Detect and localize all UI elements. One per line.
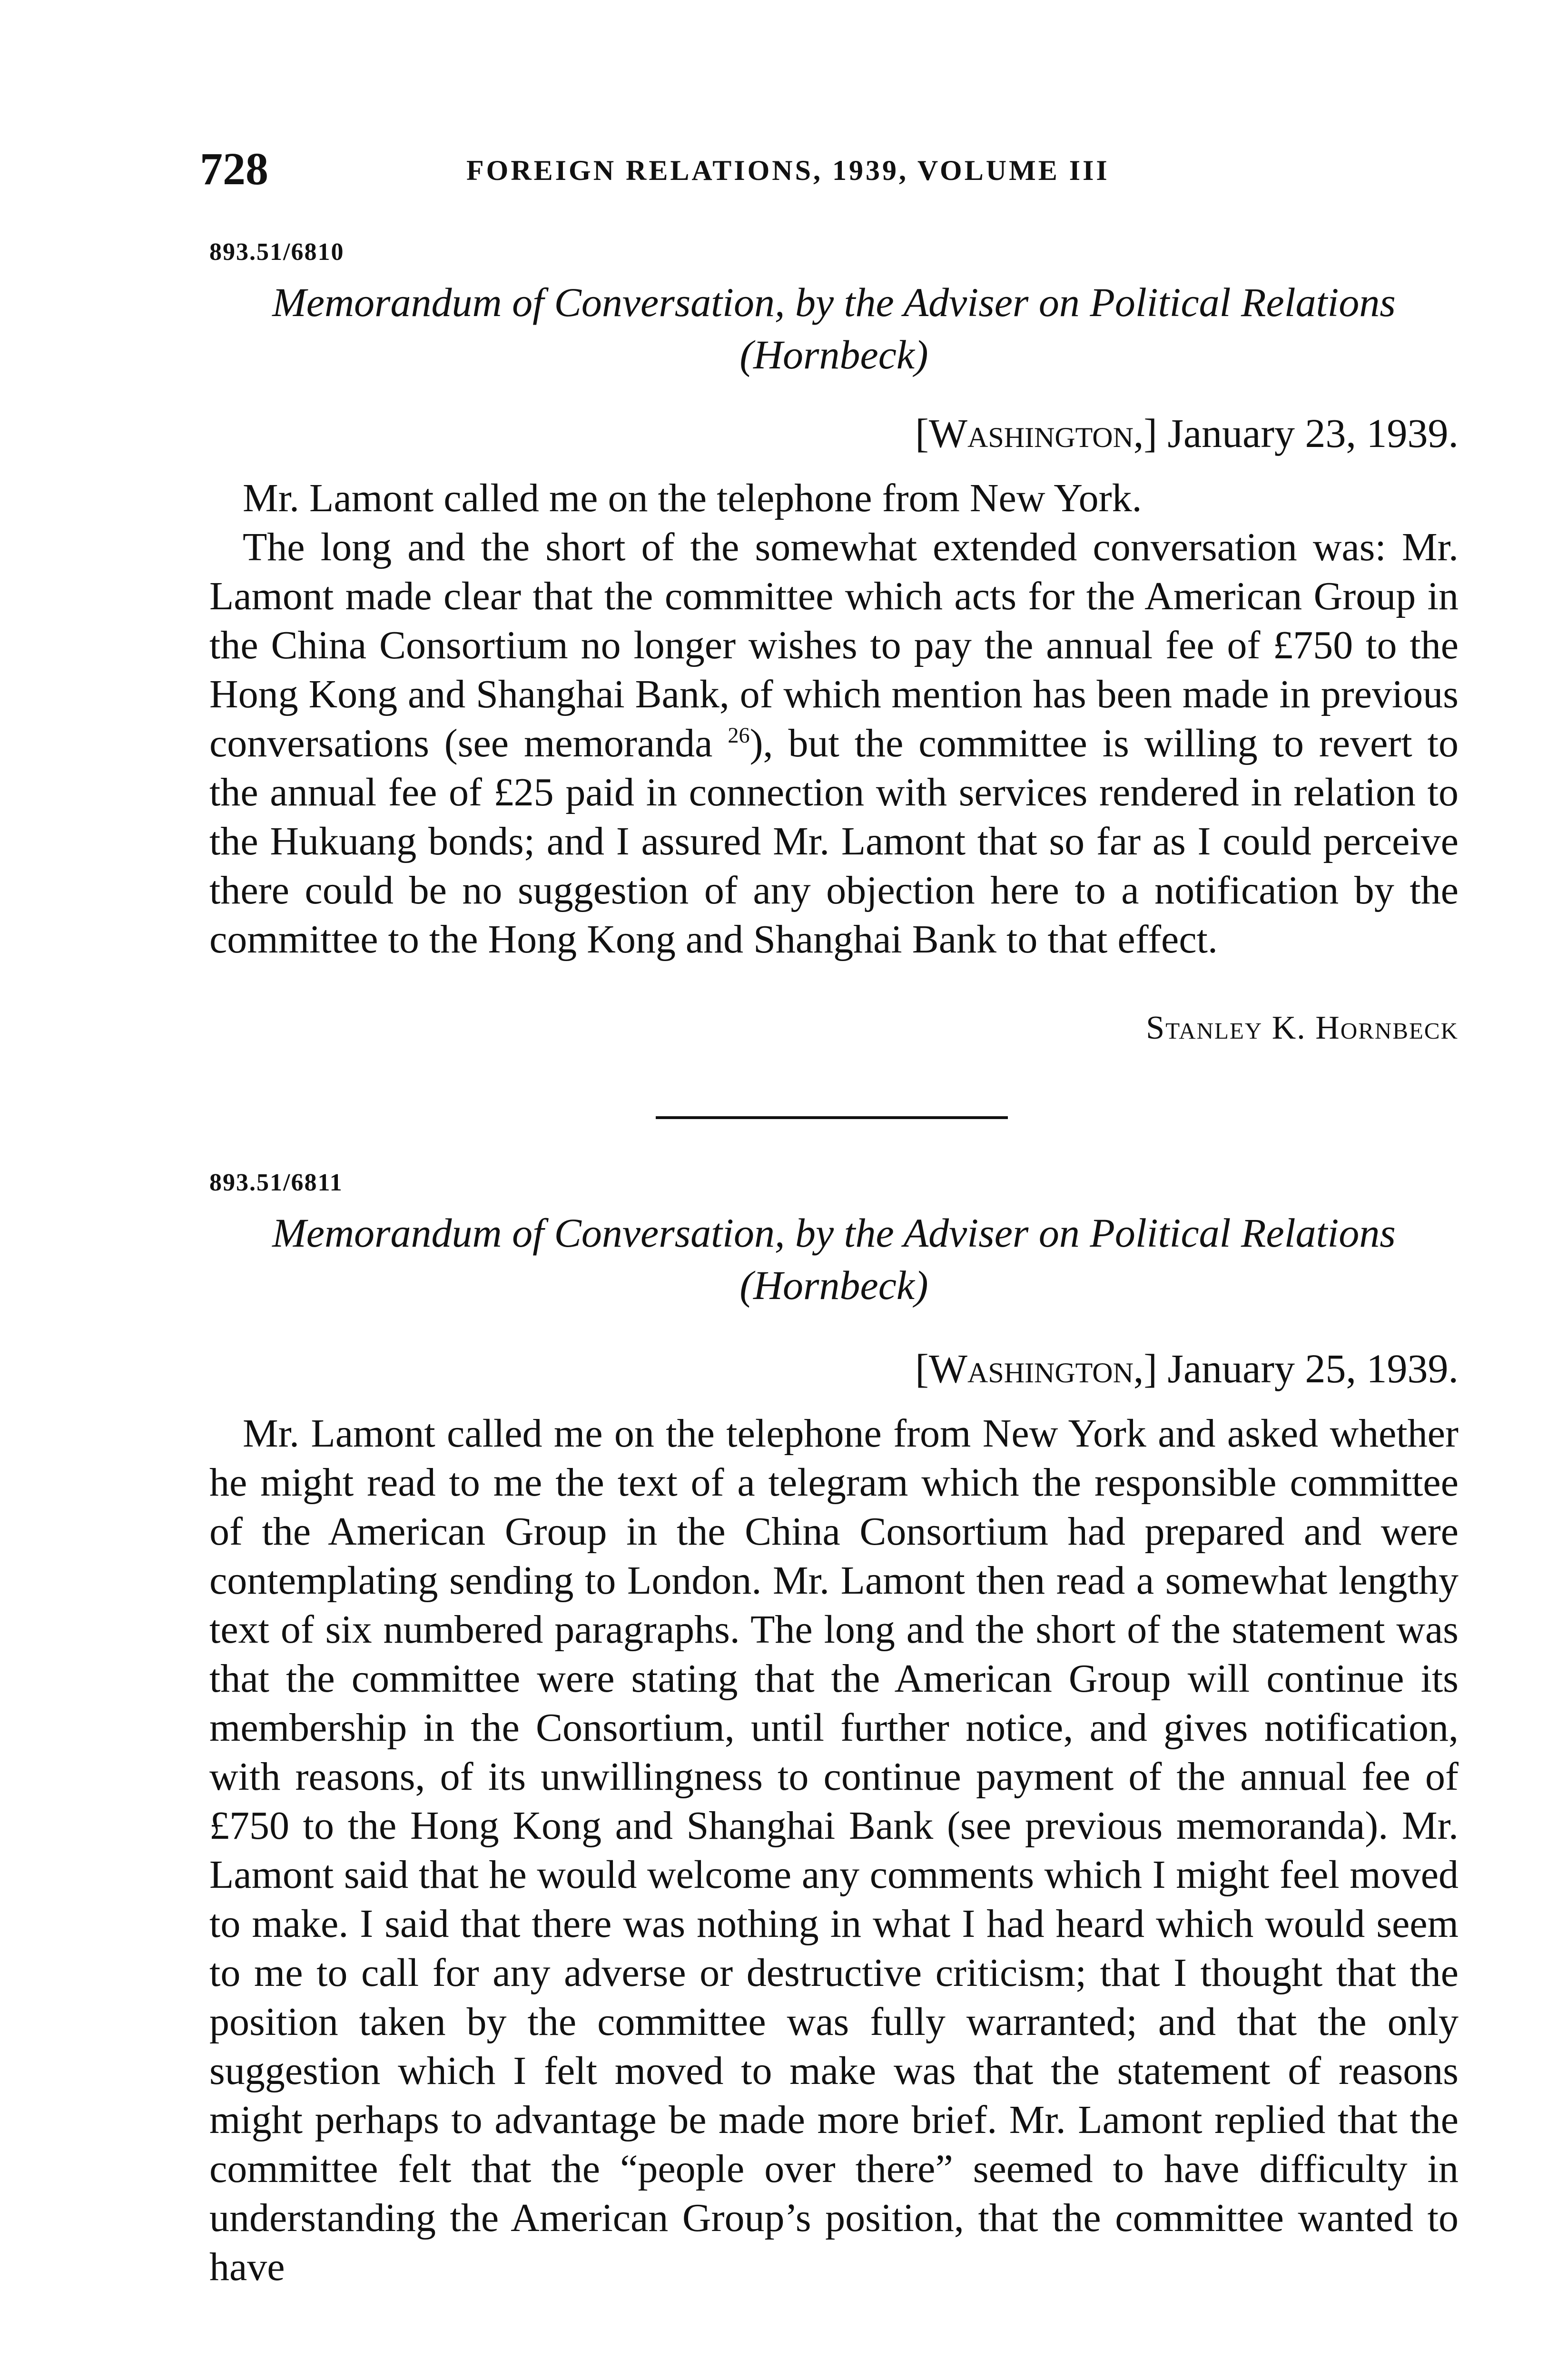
doc2-title-line1: Memorandum of Conversation, by the Adviser on Political Relations bbox=[272, 1210, 1396, 1256]
doc1-signature: Stanley K. Hornbeck bbox=[1146, 1010, 1459, 1046]
doc2-paragraph-1: Mr. Lamont called me on the telephone from New York and asked whether he might read to me the text of a telegram which the responsible committee of the American Group in the China Consortium had prepared and were contemplating sending to London. Mr. Lamont then read a somewhat lengthy text of six numbered paragraphs. The long and the short of the statement was that the committee were stating that the American Group will continue its membership in the Consortium, until further notice, and gives notification, with reasons, of its unwillingness to continue payment of the annual fee of £750 to the Hong Kong and Shanghai Bank (see previous memoranda). Mr. Lamont said that he would welcome any comments which I might feel moved to make. I said that there was nothing in what I had heard which would seem to me to call for any adverse or destructive criticism; that I thought that the position taken by the committee was fully warranted; and that the only suggestion which I felt moved to make was that the statement of reasons might perhaps to advantage be made more brief. Mr. Lamont replied that the committee felt that the “people over there” seemed to have difficulty in understanding the American Group’s position, that the committee wanted to have bbox=[209, 1411, 1459, 2289]
doc1-paragraph-2 bbox=[209, 523, 1459, 964]
doc2-title bbox=[209, 1207, 1459, 1311]
section-divider bbox=[656, 1116, 1008, 1119]
footnote-reference: 26 bbox=[728, 723, 750, 747]
doc2-file-number: 893.51/6811 bbox=[209, 1169, 343, 1196]
doc2-date-place: [Washington,] bbox=[915, 1346, 1158, 1391]
doc1-paragraph-1: Mr. Lamont called me on the telephone from New York. bbox=[243, 476, 1142, 520]
doc2-title-line2: (Hornbeck) bbox=[739, 1262, 928, 1308]
doc1-title bbox=[209, 276, 1459, 381]
doc1-dateline bbox=[915, 409, 1459, 457]
doc1-paragraph-2-text-a: The long and the short of the somewhat extended conversation was: Mr. Lamont made clear that the committee which acts for the American Group in the China Consortium no longer wishes to pay the annual fee of £750 to the Hong Kong and Shanghai Bank, of which mention has been made in previous conversations (see memoranda bbox=[209, 525, 1459, 765]
page-number: 728 bbox=[200, 143, 268, 194]
doc1-file-number: 893.51/6810 bbox=[209, 238, 345, 266]
doc2-dateline bbox=[915, 1345, 1459, 1392]
page-header bbox=[200, 143, 1466, 195]
doc1-date: January 23, 1939. bbox=[1167, 410, 1459, 456]
doc1-date-place: [Washington,] bbox=[915, 410, 1158, 456]
doc1-paragraph-2-text-b: ), but the committee is willing to revert to the annual fee of £25 paid in connection with services rendered in relation to the Hukuang bonds; and I assured Mr. Lamont that so far as I could perceive there could be no suggestion of any objection here to a notification by the committee to the Hong Kong and Shanghai Bank to that effect. bbox=[209, 721, 1459, 962]
doc2-body bbox=[209, 1409, 1459, 2291]
doc1-title-line1: Memorandum of Conversation, by the Adviser on Political Relations bbox=[272, 279, 1396, 325]
doc1-body bbox=[209, 474, 1459, 964]
running-head: FOREIGN RELATIONS, 1939, VOLUME III bbox=[466, 155, 1110, 186]
doc1-title-line2: (Hornbeck) bbox=[739, 332, 928, 377]
doc2-date: January 25, 1939. bbox=[1167, 1346, 1459, 1391]
